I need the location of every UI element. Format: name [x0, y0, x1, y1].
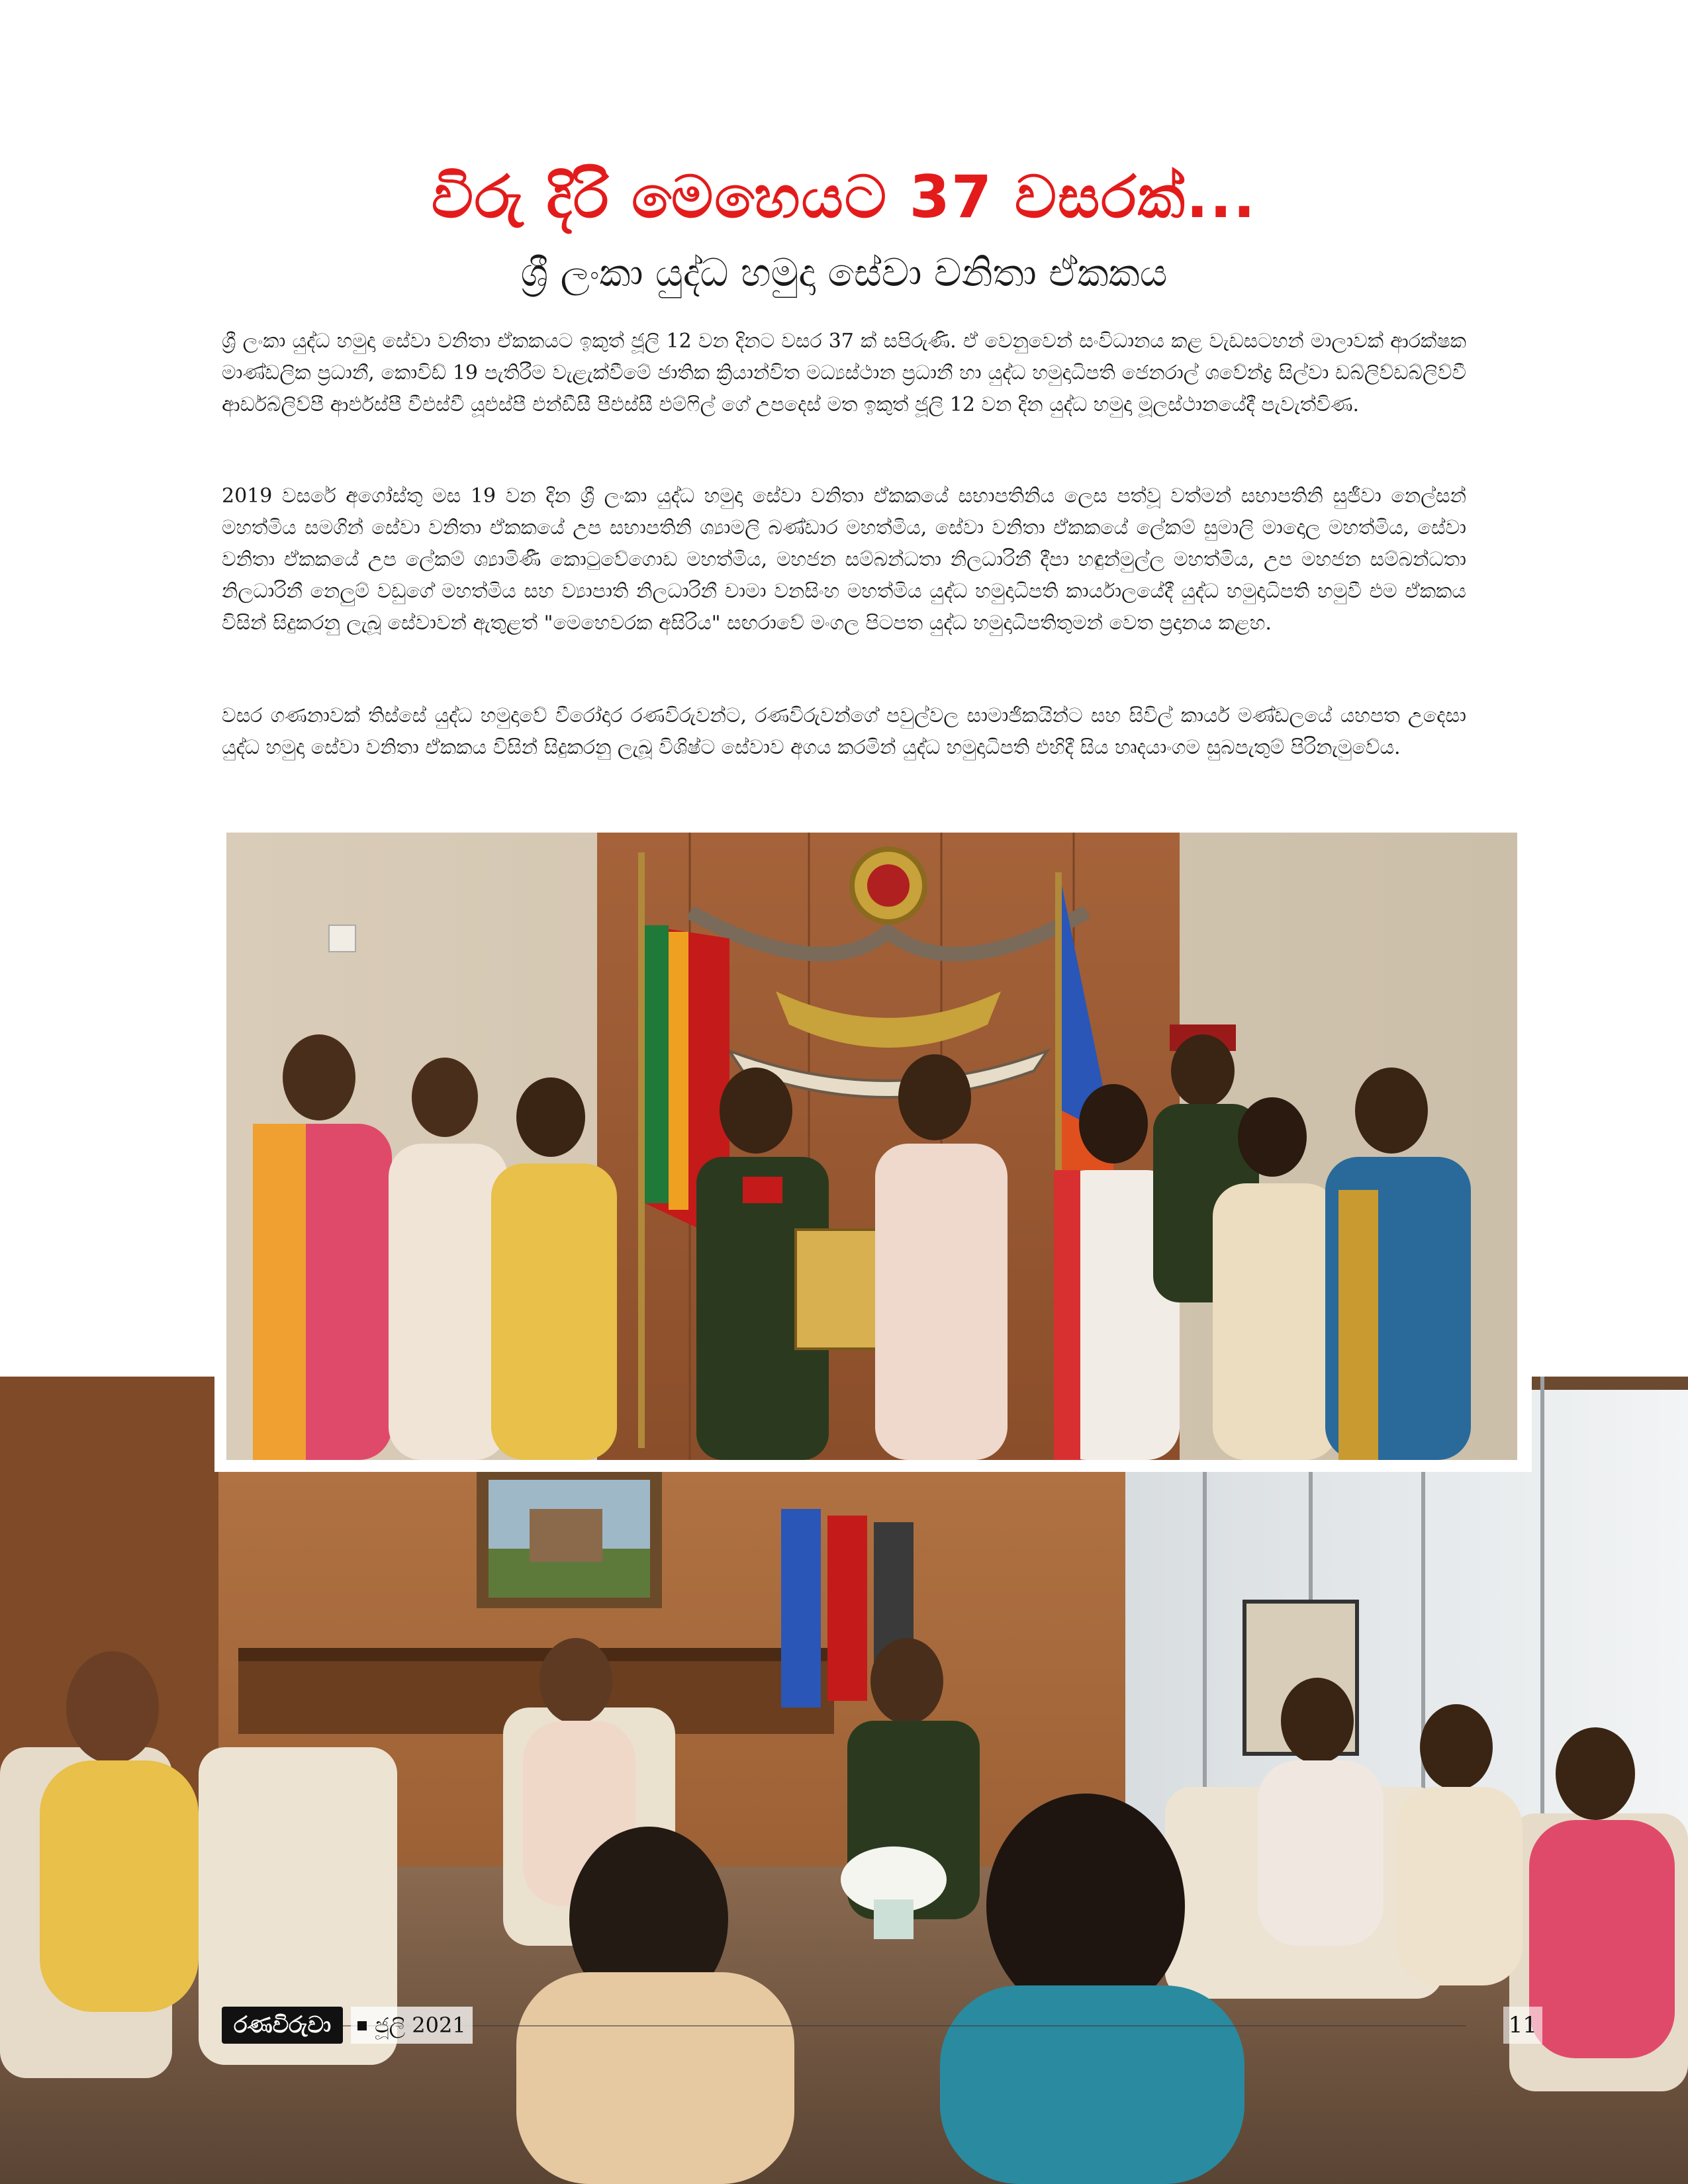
headline: විරු දිරි මෙහෙයට 37 වසරක්...	[431, 163, 1257, 231]
page-number: 11	[1503, 2007, 1542, 2044]
subheadline: ශ්‍රී ලංකා යුද්ධ හමුදා සේවා වනිතා ඒකකය	[520, 250, 1168, 295]
page-footer	[0, 2007, 1688, 2044]
paragraph-1: ශ්‍රී ලංකා යුද්ධ හමුදා සේවා වනිතා ඒකකයට ඉකුත් ජූලි 12 වන දිනට වසර 37 ක් සපිරුණි. ඒ වෙනුවෙන් සංවිධානය කළ වැඩසටහන් මාලාවක් ආරක්ෂක මාණ්ඩලික ප්‍රධානී, කොවිඩ් 19 පැතිරීම වැළැක්වීමේ ජාතික ක්‍රියාන්විත මධ්‍යස්ථාන ප්‍රධානී හා යුද්ධ හමුදාධිපති ජෙනරාල් ශවේන්ද්‍ර සිල්වා ඩබ්ලිව්ඩබ්ලිව්වී ආර්ඩබ්ලිව්පී ආර්එස්පී වීඑස්වී යූඑස්පී එන්ඩීසී පීඑස්සී එම්ෆිල් ගේ උපදෙස් මත ඉකුත් ජූලි 12 වන දින යුද්ධ හමුදා මූලස්ථානයේදී පැවැත්විණ.	[222, 330, 1466, 416]
meeting-photo	[0, 1377, 1688, 2184]
magazine-brand: රණවිරුවා	[222, 2007, 343, 2044]
paragraph-3: වසර ගණනාවක් තිස්සේ යුද්ධ හමුදාවේ වීරෝදාර රණවිරුවන්ට, රණවිරුවන්ගේ පවුල්වල සාමාජිකයින්ට සහ සිවිල් කාර්ය මණ්ඩලයේ යහපත උදෙසා යුද්ධ හමුදා සේවා වනිතා ඒකකය විසින් සිදුකරනු ලැබූ විශිෂ්ට සේවාව අගය කරමින් යුද්ධ හමුදාධිපති එහිදී සිය හෘදයාංගම සුබපැතුම් පිරිනැමුවේය.	[222, 704, 1466, 759]
photo-frame	[214, 827, 1532, 1472]
issue-date-text: ජූලි 2021	[375, 2013, 466, 2038]
presentation-photo	[226, 833, 1517, 1460]
issue-date	[351, 2007, 473, 2044]
bullet-square-icon	[357, 2021, 367, 2030]
paragraph-2: 2019 වසරේ අගෝස්තු මස 19 වන දින ශ්‍රී ලංකා යුද්ධ හමුදා සේවා වනිතා ඒකකයේ සභාපතිනිය ලෙස පත්වූ වත්මන් සභාපතිනි සුජීවා නෙල්සන් මහත්මිය සමගින් සේවා වනිතා ඒකකයේ උප සභාපතිනි ශ්‍යාමලි බණ්ඩාර මහත්මිය, සේවා වනිතා ඒකකයේ ලේකම් සුමාලි මාදොල මහත්මිය, සේවා වනිතා ඒකකයේ උප ලේකම් ශ්‍යාමිණී කොටුවේගොඩ මහත්මිය, මහජන සම්බන්ධතා නිලධාරිනී දීපා හඳුන්මුල්ල මහත්මිය, උප මහජන සම්බන්ධතා නිලධාරිනී නෙලුම් වඩුගේ මහත්මිය සහ ව්‍යාපාති නිලධාරිනී චාමා වනසිංහ මහත්මිය යුද්ධ හමුදාධිපති කාර්යාලයේදී යුද්ධ හමුදාධිපති හමුවී එම ඒකකය විසින් සිදුකරනු ලැබූ සේවාවන් ඇතුළත් "මෙහෙවරක අසිරිය" සඟරාවේ මංගල පිටපත යුද්ධ හමුදාධිපතිතුමන් වෙත ප්‍රදානය කළහ.	[222, 484, 1466, 635]
